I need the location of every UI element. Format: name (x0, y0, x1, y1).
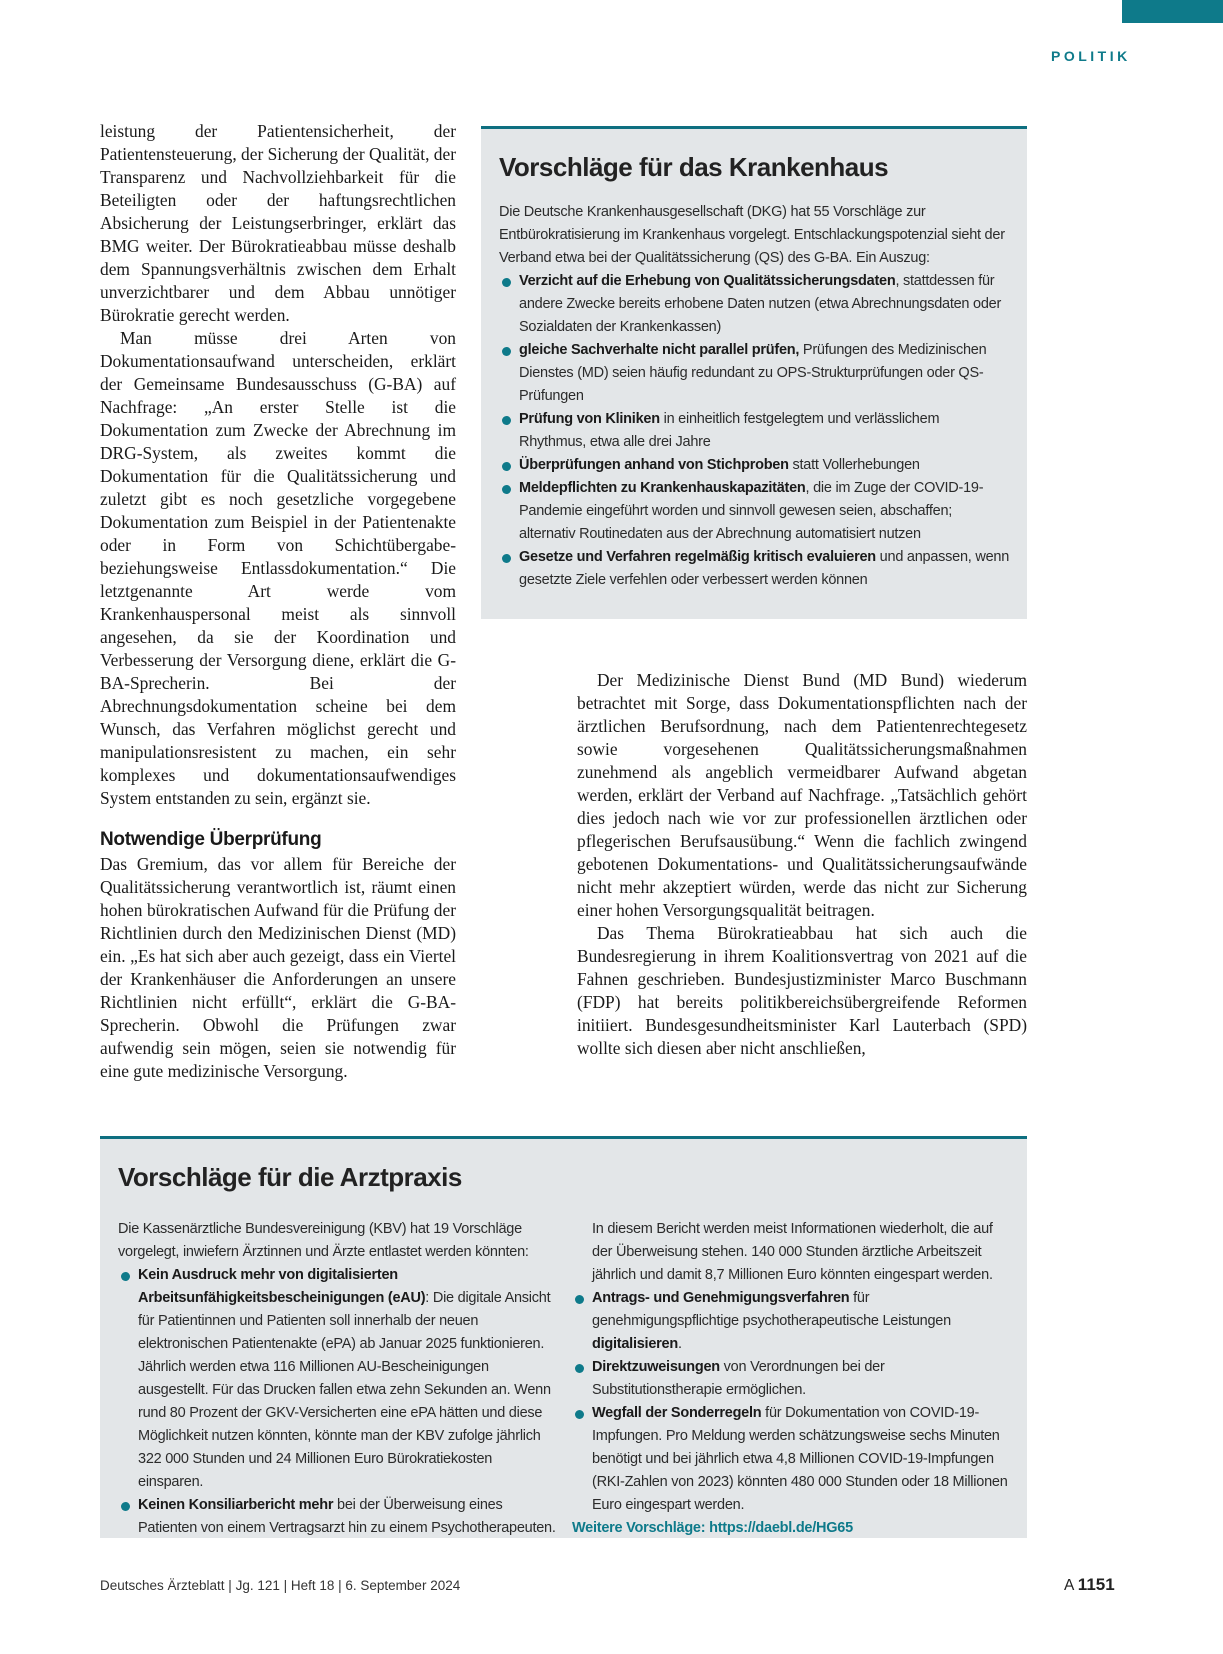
list-item: Meldepflichten zu Krankenhauskapazitäten, die im Zuge der COVID-19-Pandemie eingeführt worden und sinnvoll gewesen seien, abschaffen; alternativ Routinedaten aus der Abrechnung automatisiert nutzen (499, 477, 1009, 546)
list-item: Direktzuweisungen von Verordnungen bei der Substitutionstherapie ermöglichen. (572, 1356, 1009, 1402)
practice-proposal-list-right (572, 1287, 1009, 1517)
page-number-value: 1151 (1077, 1575, 1115, 1594)
practice-box-title: Vorschläge für die Arztpraxis (118, 1162, 462, 1192)
practice-proposal-list-left (118, 1264, 558, 1540)
left-paragraph-1: leistung der Patientensicherheit, der Patientensteuerung, der Sicherung der Qualität, der Transparenz und Nachvollziehbarkeit für die Beteiligten oder der haftungsrechtlichen Absicherung der Leistungserbringer, erklärt das BMG weiter. Der Bürokratieabbau müsse deshalb dem Spannungsverhältnis zwischen dem Erhalt unverzichtbarer und dem Abbau unnötiger Bürokratie gerecht werden. (100, 121, 456, 325)
hospital-proposal-list (499, 270, 1009, 592)
subheading: Notwendige Überprüfung (100, 829, 322, 850)
list-item: Prüfung von Kliniken in einheitlich festgelegtem und verlässlichem Rhythmus, etwa alle drei Jahre (499, 408, 1009, 454)
list-item: Antrags- und Genehmigungsverfahren für genehmigungspflichtige psychotherapeutische Leistungen digitalisieren. (572, 1287, 1009, 1356)
list-item: Überprüfungen anhand von Stichproben statt Vollerhebungen (499, 454, 1009, 477)
page-prefix: A (1064, 1577, 1074, 1594)
list-item: Kein Ausdruck mehr von digitalisierten Arbeitsunfähigkeitsbescheinigungen (eAU): Die digitale Ansicht für Patientinnen und Patienten soll innerhalb der neuen elektronischen Patientenakte (ePA) ab Januar 2025 funktionieren. Jährlich werden etwa 116 Millionen AU-Bescheinigungen ausgestellt. Für das Drucken fallen etwa zehn Sekunden an. Wenn rund 80 Prozent der GKV-Versicherten eine ePA hätten und diese Möglichkeit nutzen könnten, könnte man der KBV zufolge jährlich 322 000 Stunden und 24 Millionen Euro Bürokratiekosten einsparen. (118, 1264, 558, 1494)
list-item: Wegfall der Sonderregeln für Dokumentation von COVID-19-Impfungen. Pro Meldung werden schätzungsweise sechs Minuten benötigt und bei jährlich etwa 4,8 Millionen COVID-19-Impfungen (RKI-Zahlen von 2023) könnten 480 000 Stunden oder 18 Millionen Euro eingespart werden. (572, 1402, 1009, 1517)
practice-box-right-column (572, 1218, 1009, 1540)
right-paragraph-2: Das Thema Bürokratieabbau hat sich auch die Bundesregierung in ihrem Koalitionsvertrag von 2021 auf die Fahnen geschrieben. Bundesjustizminister Marco Buschmann (FDP) hat bereits politikbereichsübergreifende Reformen initiiert. Bundesgesundheitsminister Karl Lauterbach (SPD) wollte sich diesen aber nicht anschließen, (577, 923, 1027, 1058)
left-paragraph-3: Das Gremium, das vor allem für Bereiche der Qualitätssicherung verantwortlich ist, räumt einen hohen bürokratischen Aufwand für die Prüfung der Richtlinien durch den Medizinischen Dienst (MD) ein. „Es hat sich aber auch gezeigt, dass ein Viertel der Krankenhäuser die Anforderungen an unsere Richtlinien nicht erfüllt“, erklärt die G-BA-Sprecherin. Obwohl die Prüfungen zwar aufwendig sein mögen, seien sie notwendig für eine gute medizinische Versorgung. (100, 854, 456, 1081)
right-paragraph-1: Der Medizinische Dienst Bund (MD Bund) wiederum betrachtet mit Sorge, dass Dokumentationspflichten nach der ärztlichen Berufsordnung, nach dem Patientenrechtegesetz sowie vorgesehenen Qualitätssicherungsmaßnahmen zunehmend als angeblich vermeidbarer Aufwand abgetan werden, erklärt der Verband auf Nachfrage. „Tatsächlich gehört dies jedoch nach wie vor zur professionellen ärztlichen oder pflegerischen Berufsausübung.“ Wenn die fachlich zwingend gebotenen Dokumentations- und Qualitätssicherungsaufwände nicht mehr akzeptiert würden, werde das nicht zur Sicherung einer hohen Versorgungsqualität beitragen. (577, 670, 1027, 920)
section-label: POLITIK (1051, 48, 1131, 64)
practice-proposals-box (100, 1136, 1027, 1538)
corner-color-tab (1122, 0, 1223, 23)
hospital-box-title: Vorschläge für das Krankenhaus (499, 152, 889, 182)
list-item: gleiche Sachverhalte nicht parallel prüfen, Prüfungen des Medizinischen Dienstes (MD) seien häufig redundant zu OPS-Strukturprüfungen oder QS-Prüfungen (499, 339, 1009, 408)
more-proposals-link[interactable]: Weitere Vorschläge: https://daebl.de/HG65 (572, 1520, 853, 1536)
left-paragraph-2: Man müsse drei Arten von Dokumentationsaufwand unterscheiden, erklärt der Gemeinsame Bundesausschuss (G-BA) auf Nachfrage: „An erster Stelle ist die Dokumentation zum Zwecke der Abrechnung im DRG-System, als zweites kommt die Dokumentation für die Qualitätssicherung und zuletzt gibt es noch gesetzliche vorgegebene Dokumentation zum Beispiel in der Patientenakte oder in Form von Schichtübergabe- beziehungsweise Entlassdokumentation.“ Die letztgenannte Art werde vom Krankenhauspersonal meist als sinnvoll angesehen, da sie der Koordination und Verbesserung der Versorgung diene, erklärt die G-BA-Sprecherin. Bei der Abrechnungsdokumentation scheine bei dem Wunsch, das Verfahren möglichst gerecht und manipulationsresistent zu machen, ein sehr komplexes und dokumentationsaufwendiges System entstanden zu sein, ergänzt sie. (100, 328, 456, 808)
practice-item-continuation: In diesem Bericht werden meist Informationen wiederholt, die auf der Überweisung stehen. 140 000 Stunden ärztliche Arbeitszeit jährlich und damit 8,7 Millionen Euro könnten eingespart werden. (592, 1221, 993, 1283)
list-item: Gesetze und Verfahren regelmäßig kritisch evaluieren und anpassen, wenn gesetzte Ziele verfehlen oder verbessert werden können (499, 546, 1009, 592)
practice-box-intro: Die Kassenärztliche Bundesvereinigung (KBV) hat 19 Vorschläge vorgelegt, inwiefern Ärztinnen und Ärzte entlastet werden könnten: (118, 1221, 529, 1260)
list-item: Keinen Konsiliarbericht mehr bei der Überweisung eines Patienten von einem Vertragsarzt hin zu einem Psychotherapeuten. (118, 1494, 558, 1540)
hospital-box-intro: Die Deutsche Krankenhausgesellschaft (DKG) hat 55 Vorschläge zur Entbürokratisierung im Krankenhaus vorgelegt. Entschlackungspotenzial sieht der Verband etwa bei der Qualitätssicherung (QS) des G-BA. Ein Auszug: (499, 204, 1005, 266)
page-number (1064, 1575, 1115, 1595)
left-column (100, 120, 456, 1083)
footer-citation: Deutsches Ärzteblatt | Jg. 121 | Heft 18 | 6. September 2024 (100, 1578, 461, 1593)
right-column (577, 669, 1027, 1060)
practice-box-left-column (118, 1218, 558, 1540)
hospital-proposals-box (481, 126, 1027, 619)
list-item: Verzicht auf die Erhebung von Qualitätssicherungsdaten, stattdessen für andere Zwecke bereits erhobene Daten nutzen (etwa Abrechnungsdaten oder Sozialdaten der Krankenkassen) (499, 270, 1009, 339)
